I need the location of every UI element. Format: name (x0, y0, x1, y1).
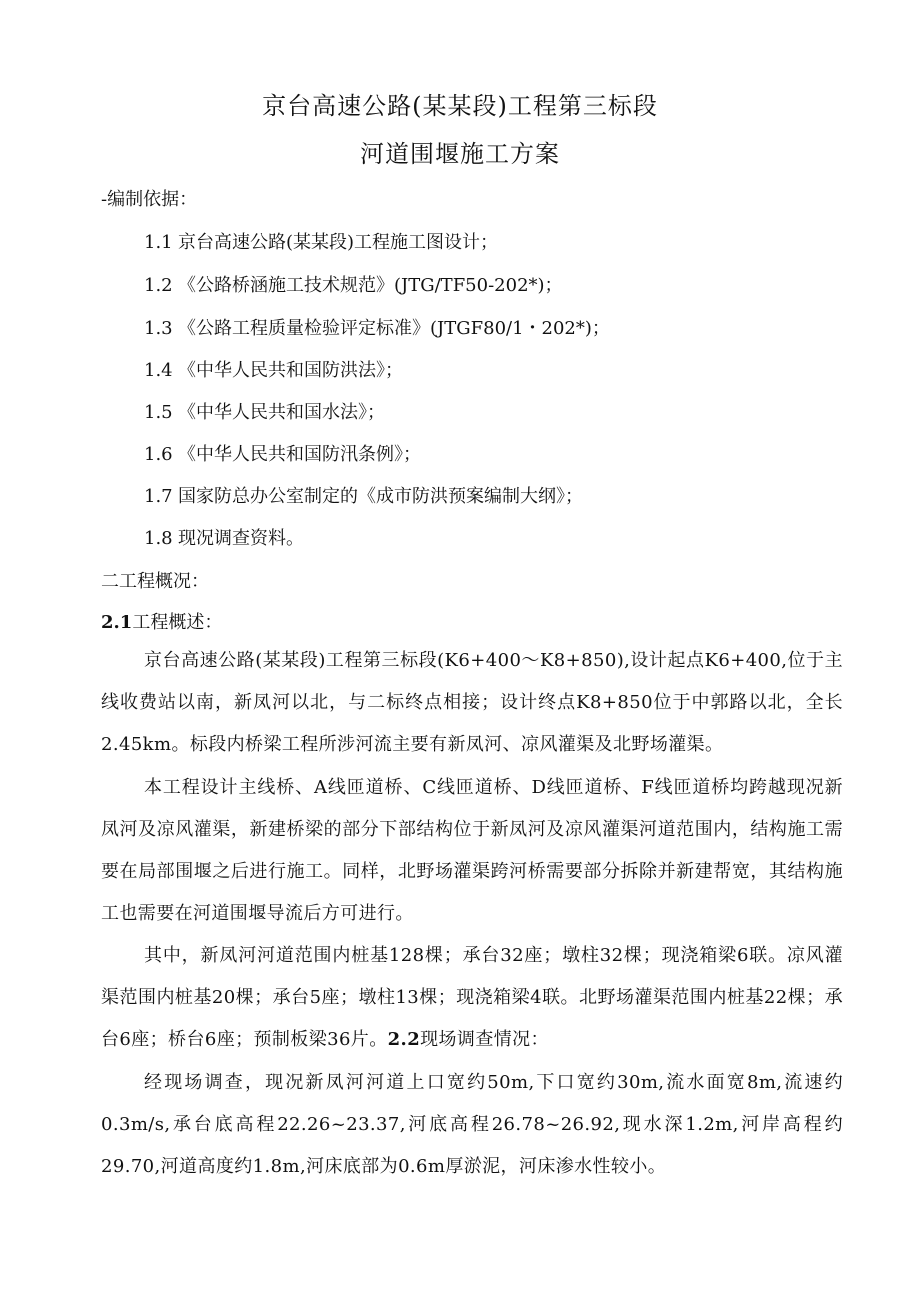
basis-item-text: 《公路桥涵施工技术规范》(JTG/TF50-202*)； (178, 275, 563, 296)
basis-item-number: 1.6 (144, 444, 173, 465)
basis-item-text: 《中华人民共和国防汛条例》； (178, 444, 421, 465)
subsection-2-1-number: 2.1 (101, 612, 133, 633)
basis-item (144, 482, 583, 508)
basis-item (144, 314, 610, 340)
basis-item-number: 1.5 (144, 402, 173, 423)
paragraph-quantities-text: 其中，新凤河河道范围内桩基128棵；承台32座；墩柱32棵；现浇箱梁6联。凉风灌渠范围内桩基20棵；承台5座；墩柱13棵；现浇箱梁4联。北野场灌渠范围内桩基22棵；承台6座；桥台6座；预制板梁36片。 (101, 945, 843, 1050)
basis-item-number: 1.4 (144, 360, 173, 381)
basis-item (144, 524, 304, 550)
basis-item-number: 1.1 (144, 232, 173, 253)
document-title-line1: 京台高速公路(某某段)工程第三标段 (262, 92, 658, 120)
paragraph-site-survey: 经现场调查，现况新凤河河道上口宽约50m,下口宽约30m,流水面宽8m,流速约0.3m/s,承台底高程22.26~23.37,河底高程26.78~26.92,现水深1.2m,河岸高程约29.70,河道高度约1.8m,河床底部为0.6m厚淤泥，河床渗水性较小。 (101, 1072, 843, 1177)
basis-item (144, 398, 385, 424)
paragraph-quantities (101, 935, 843, 1061)
basis-item-text: 现况调查资料。 (178, 528, 304, 549)
basis-item (144, 271, 563, 297)
section2-heading: 二工程概况： (101, 571, 209, 592)
basis-item-number: 1.8 (144, 528, 173, 549)
basis-item-text: 《中华人民共和国防洪法》； (178, 360, 403, 381)
basis-item-text: 《中华人民共和国水法》； (178, 402, 385, 423)
subsection-2-1-label: 工程概述： (132, 612, 223, 633)
paragraph-overview: 京台高速公路(某某段)工程第三标段(K6+400～K8+850),设计起点K6+400,位于主线收费站以南，新凤河以北，与二标终点相接；设计终点K8+850位于中郭路以北，全长2.45km。标段内桥梁工程所涉河流主要有新凤河、凉风灌渠及北野场灌渠。 (101, 650, 843, 755)
basis-item-number: 1.3 (144, 318, 173, 339)
basis-item (144, 228, 498, 254)
basis-item-text: 《公路工程质量检验评定标准》(JTGF80/1・202*)； (178, 318, 610, 339)
document-title-line2: 河道围堰施工方案 (360, 140, 560, 168)
paragraph-bridges: 本工程设计主线桥、A线匝道桥、C线匝道桥、D线匝道桥、F线匝道桥均跨越现况新凤河及凉风灌渠，新建桥梁的部分下部结构位于新凤河及凉风灌渠河道范围内，结构施工需要在局部围堰之后进行施工。同样，北野场灌渠跨河桥需要部分拆除并新建帮宽，其结构施工也需要在河道围堰导流后方可进行。 (101, 777, 843, 924)
basis-item-number: 1.2 (144, 275, 173, 296)
subsection-2-2-number: 2.2 (387, 1029, 421, 1050)
basis-item (144, 356, 403, 382)
basis-item-text: 国家防总办公室制定的《成市防洪预案编制大纲》； (178, 486, 583, 507)
section1-heading: -编制依据： (101, 189, 198, 210)
basis-item (144, 440, 421, 466)
basis-item-number: 1.7 (144, 486, 173, 507)
subsection-2-1-heading (101, 608, 222, 634)
subsection-2-2-label: 现场调查情况： (420, 1029, 549, 1050)
basis-item-text: 京台高速公路(某某段)工程施工图设计； (178, 232, 499, 253)
